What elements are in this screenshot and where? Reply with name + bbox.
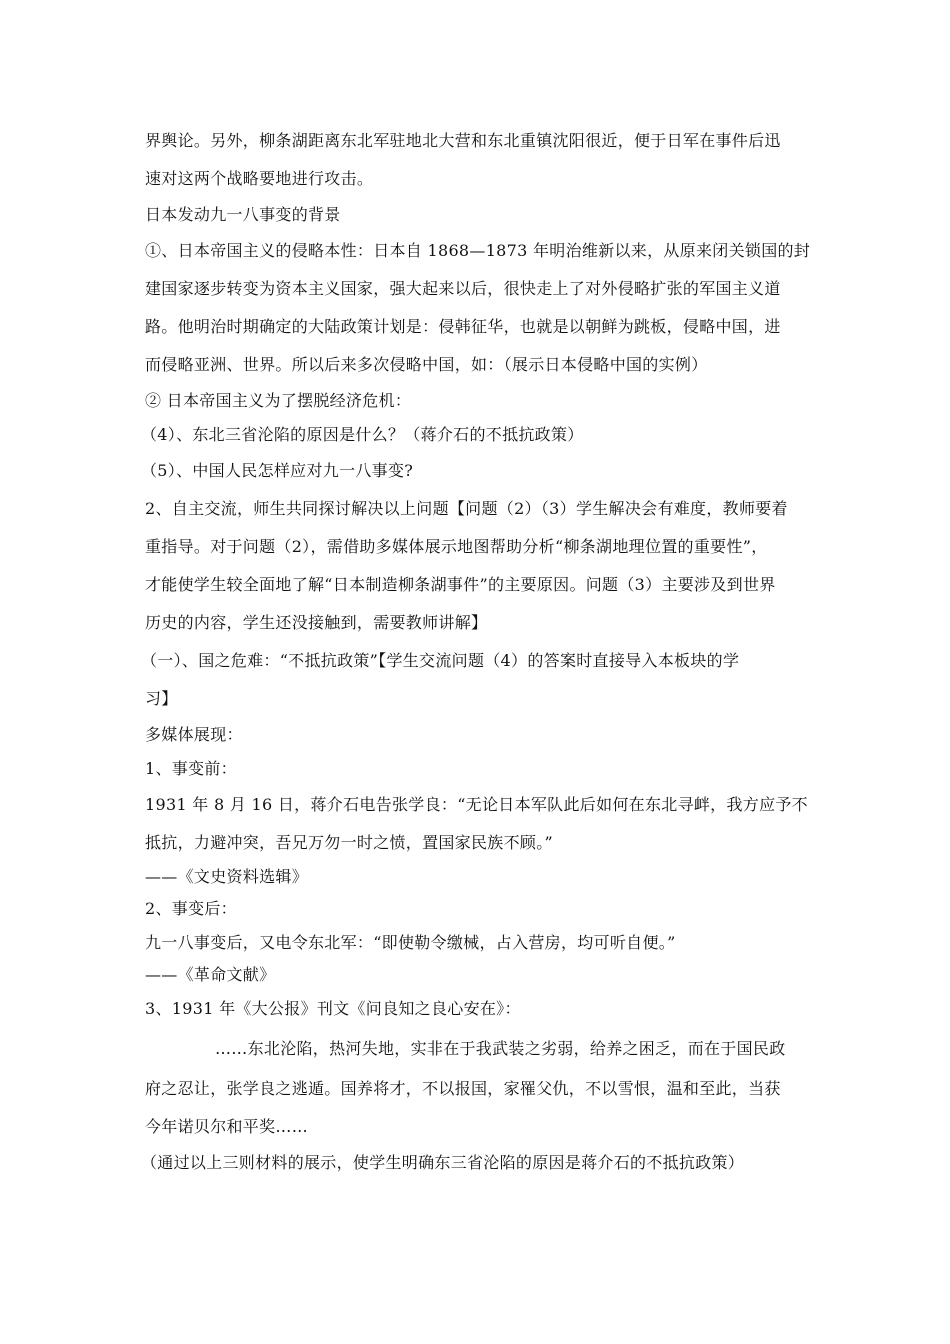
paragraph-line: 2、自主交流，师生共同探讨解决以上问题【问题（2）（3）学生解决会有难度，教师要着 xyxy=(145,499,788,518)
question-line: （5）、中国人民怎样应对九一八事变? xyxy=(141,461,414,480)
document-body xyxy=(141,122,813,1180)
paragraph-line: 历史的内容，学生还没接触到，需要教师讲解】 xyxy=(145,613,488,632)
paragraph-line: 多媒体展现： xyxy=(145,725,243,744)
quote-line: 1931 年 8 月 16 日，蒋介石电告张学良：“无论日本军队此后如何在东北寻衅，我方应予不 xyxy=(145,795,808,814)
section-heading: 日本发动九一八事变的背景 xyxy=(145,205,341,224)
section-heading: （一）、国之危难：“不抵抗政策”【学生交流问题（4）的答案时直接导入本板块的学 xyxy=(141,651,740,670)
quote-source: ——《文史资料选辑》 xyxy=(145,867,309,886)
paragraph-line: 2、事变后： xyxy=(145,899,237,918)
quote-line: 府之忍让，张学良之逃遁。国养将才，不以报国，家罹父仇，不以雪恨，温和至此，当获 xyxy=(145,1079,781,1098)
paragraph-line: 才能使学生较全面地了解“日本制造柳条湖事件”的主要原因。问题（3）主要涉及到世界 xyxy=(145,575,776,594)
paragraph-line: 速对这两个战略要地进行攻击。 xyxy=(145,169,374,188)
paragraph-line: 3、1931 年《大公报》刊文《问良知之良心安在》： xyxy=(145,999,521,1018)
paragraph-line: 重指导。对于问题（2），需借助多媒体展示地图帮助分析“柳条湖地理位置的重要性”， xyxy=(145,537,768,556)
question-line: （4）、东北三省沦陷的原因是什么？（蒋介石的不抵抗政策） xyxy=(141,425,584,444)
paragraph-line: 界舆论。另外，柳条湖距离东北军驻地北大营和东北重镇沈阳很近，便于日军在事件后迅 xyxy=(145,131,781,150)
quote-line: 抵抗，力避冲突，吾兄万勿一时之愤，置国家民族不顾。” xyxy=(145,833,553,852)
quote-line: 今年诺贝尔和平奖…… xyxy=(145,1117,309,1136)
paragraph-line: 路。他明治时期确定的大陆政策计划是：侵韩征华，也就是以朝鲜为跳板，侵略中国，进 xyxy=(145,317,781,336)
paragraph-line: 建国家逐步转变为资本主义国家，强大起来以后，很快走上了对外侵略扩张的军国主义道 xyxy=(145,279,781,298)
paragraph-line: （通过以上三则材料的展示，使学生明确东三省沦陷的原因是蒋介石的不抵抗政策） xyxy=(141,1153,745,1172)
paragraph-line: 而侵略亚洲、世界。所以后来多次侵略中国，如：（展示日本侵略中国的实例） xyxy=(145,355,708,374)
paragraph-line: 习】 xyxy=(145,689,178,708)
paragraph-line: ② 日本帝国主义为了摆脱经济危机： xyxy=(145,391,412,410)
paragraph-line: ①、日本帝国主义的侵略本性：日本自 1868—1873 年明治维新以来，从原来闭关锁国的封 xyxy=(145,241,811,260)
quote-source: ——《革命文献》 xyxy=(145,965,276,984)
paragraph-line: 1、事变前： xyxy=(145,759,237,778)
quote-line: ……东北沦陷，热河失地，实非在于我武装之劣弱，给养之困乏，而在于国民政 xyxy=(215,1039,786,1058)
quote-line: 九一八事变后，又电令东北军：“即使勒令缴械，占入营房，均可听自便。” xyxy=(145,933,676,952)
